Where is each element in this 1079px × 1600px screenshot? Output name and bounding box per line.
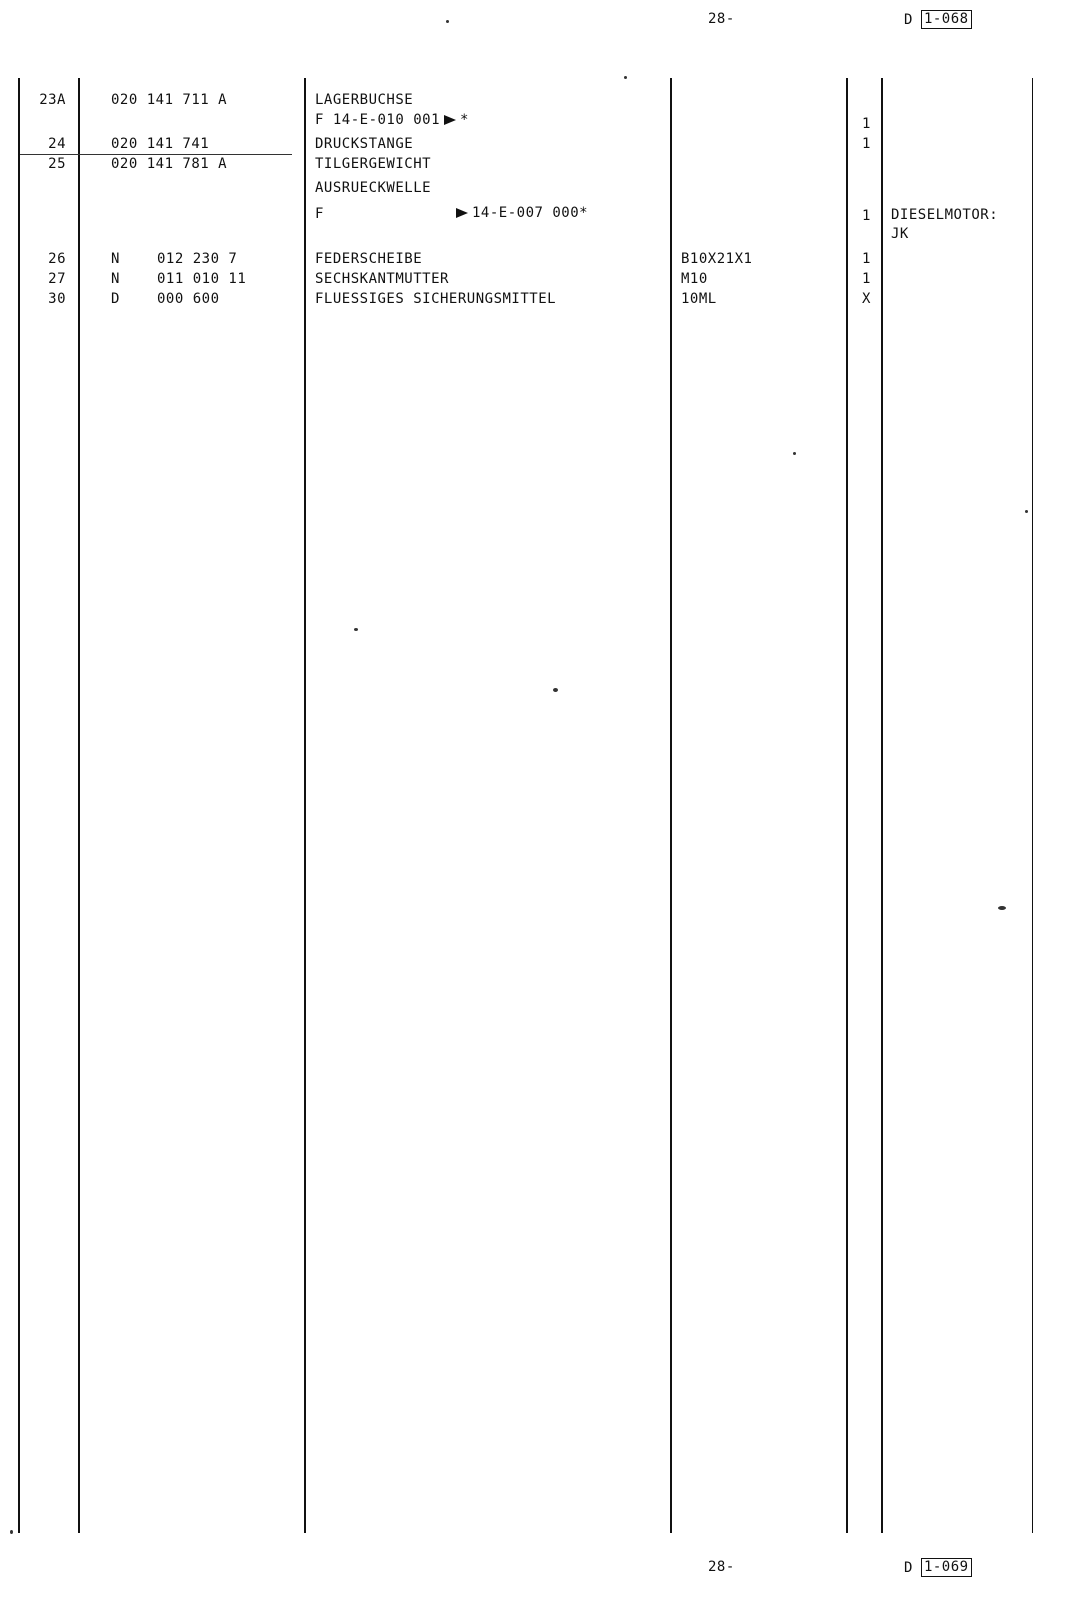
row-spec: B10X21X1: [681, 251, 753, 267]
row-part-number: 020 141 741: [111, 136, 210, 152]
column-rule-desc: [670, 78, 672, 1533]
column-rule-pos: [78, 78, 80, 1533]
header-section-number: 28-: [708, 11, 735, 27]
row-part-number: 000 600: [157, 291, 220, 307]
row-description: SECHSKANTMUTTER: [315, 271, 449, 287]
row-part-number: 020 141 781 A: [111, 156, 228, 172]
footer-section-number: 28-: [708, 1559, 735, 1575]
row-spec: 10ML: [681, 291, 717, 307]
page-header: [0, 10, 1079, 34]
row-quantity: 1: [862, 208, 871, 224]
scan-speck: [1025, 510, 1028, 513]
row-part-number: 011 010 11: [157, 271, 247, 287]
row-quantity: 1: [862, 136, 871, 152]
row-spec: M10: [681, 271, 708, 287]
fitting-suffix: 14-E-007 000*: [472, 205, 589, 221]
footer-page-number: 1-069: [921, 1558, 972, 1577]
row-flag: N: [111, 271, 120, 287]
column-rule-partno: [304, 78, 306, 1533]
header-prefix: D: [904, 11, 913, 28]
row-separator: [20, 154, 292, 155]
row-remark: DIESELMOTOR:: [891, 207, 999, 223]
row-pos: 26: [48, 251, 66, 267]
row-quantity: 1: [862, 251, 871, 267]
scan-speck: [446, 20, 449, 23]
row-pos: 25: [48, 156, 66, 172]
arrow-right-icon: [444, 115, 456, 125]
footer-prefix: D: [904, 1559, 913, 1576]
row-quantity: 1: [862, 116, 871, 132]
footer-page-code: [904, 1558, 972, 1577]
row-description: FLUESSIGES SICHERUNGSMITTEL: [315, 291, 557, 307]
row-pos: 27: [48, 271, 66, 287]
scan-speck: [793, 452, 796, 455]
row-pos: 30: [48, 291, 66, 307]
scan-speck: [998, 906, 1006, 910]
row-part-number: 012 230 7: [157, 251, 238, 267]
row-description: TILGERGEWICHT: [315, 156, 432, 172]
scan-speck: [624, 76, 627, 79]
column-rule-qty: [881, 78, 883, 1533]
scan-speck: [553, 688, 558, 692]
row-description: LAGERBUCHSE: [315, 92, 414, 108]
row-description: FEDERSCHEIBE: [315, 251, 423, 267]
column-rule-right: [1032, 78, 1033, 1533]
arrow-right-icon: [456, 208, 468, 218]
row-quantity: X: [862, 291, 871, 307]
header-page-number: 1-068: [921, 10, 972, 29]
row-pos: 24: [48, 136, 66, 152]
row-flag: N: [111, 251, 120, 267]
page-footer: [0, 1558, 1079, 1582]
row-part-number: 020 141 711 A: [111, 92, 228, 108]
row-pos: 23A: [39, 92, 66, 108]
row-description-fitting-suffix: [452, 206, 588, 221]
row-remark-line2: JK: [891, 226, 909, 242]
scan-speck: [354, 628, 358, 631]
header-page-code: [904, 10, 972, 29]
row-quantity: 1: [862, 271, 871, 287]
fitting-range: F 14-E-010 001: [315, 112, 441, 128]
row-description: AUSRUECKWELLE: [315, 180, 432, 196]
row-flag: D: [111, 291, 120, 307]
scan-speck: [10, 1530, 13, 1534]
fitting-suffix: *: [460, 112, 469, 128]
row-description-fitting: F: [315, 206, 324, 222]
column-rule-spec: [846, 78, 848, 1533]
row-description: DRUCKSTANGE: [315, 136, 414, 152]
row-description-fitting: [315, 113, 469, 128]
